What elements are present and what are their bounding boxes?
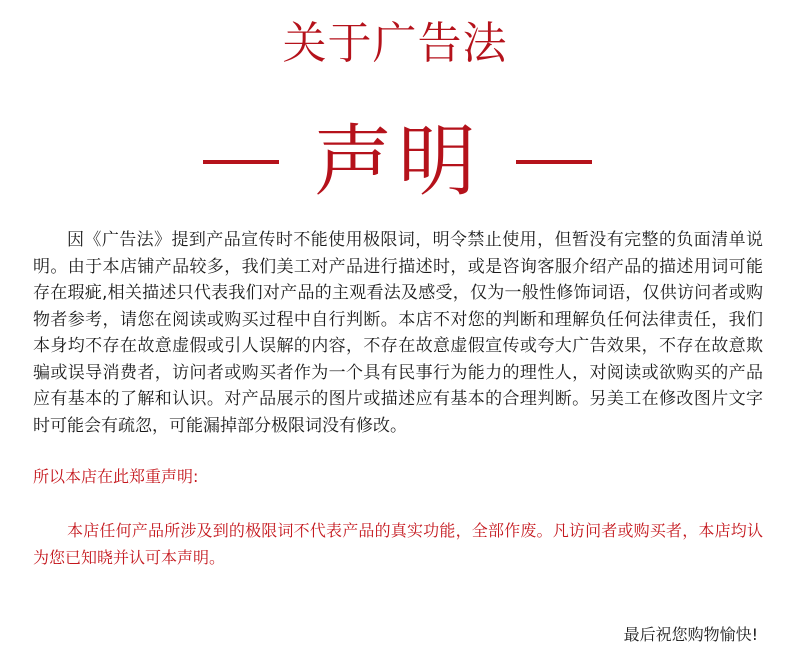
disclaimer-paragraph: 因《广告法》提到产品宣传时不能使用极限词，明令禁止使用，但暂没有完整的负面清单说明。由于本店铺产品较多，我们美工对产品进行描述时，或是咨询客服介绍产品的描述用词可能存在瑕疵,相关描述只代表我们对产品的主观看法及感受，仅为一般性修饰词语，仅供访问者或购物者参考，请您在阅读或购买过程中自行判断。本店不对您的判断和理解负任何法律责任，我们本身均不存在故意虚假或引人误解的内容，不存在故意虚假宣传或夸大广告效果，不存在故意欺骗或误导消费者，访问者或购买者作为一个具有民事行为能力的理性人，对阅读或欲购买的产品应有基本的了解和认识。对产品展示的图片或描述应有基本的合理判断。另美工在修改图片文字时可能会有疏忽，可能漏掉部分极限词没有修改。	[33, 230, 763, 436]
page-title: 关于广告法	[282, 18, 508, 69]
closing-greeting: 最后祝您购物愉快!	[623, 625, 758, 644]
left-dash-decoration	[203, 160, 279, 164]
right-dash-decoration	[516, 160, 592, 164]
declaration-banner	[0, 112, 790, 212]
declaration-heading: 声明	[313, 117, 482, 207]
solemn-declaration-paragraph: 本店任何产品所涉及到的极限词不代表产品的真实功能，全部作废。凡访问者或购买者，本店均认为您已知晓并认可本声明。	[33, 521, 763, 567]
solemn-declaration-heading: 所以本店在此郑重声明:	[33, 467, 199, 486]
